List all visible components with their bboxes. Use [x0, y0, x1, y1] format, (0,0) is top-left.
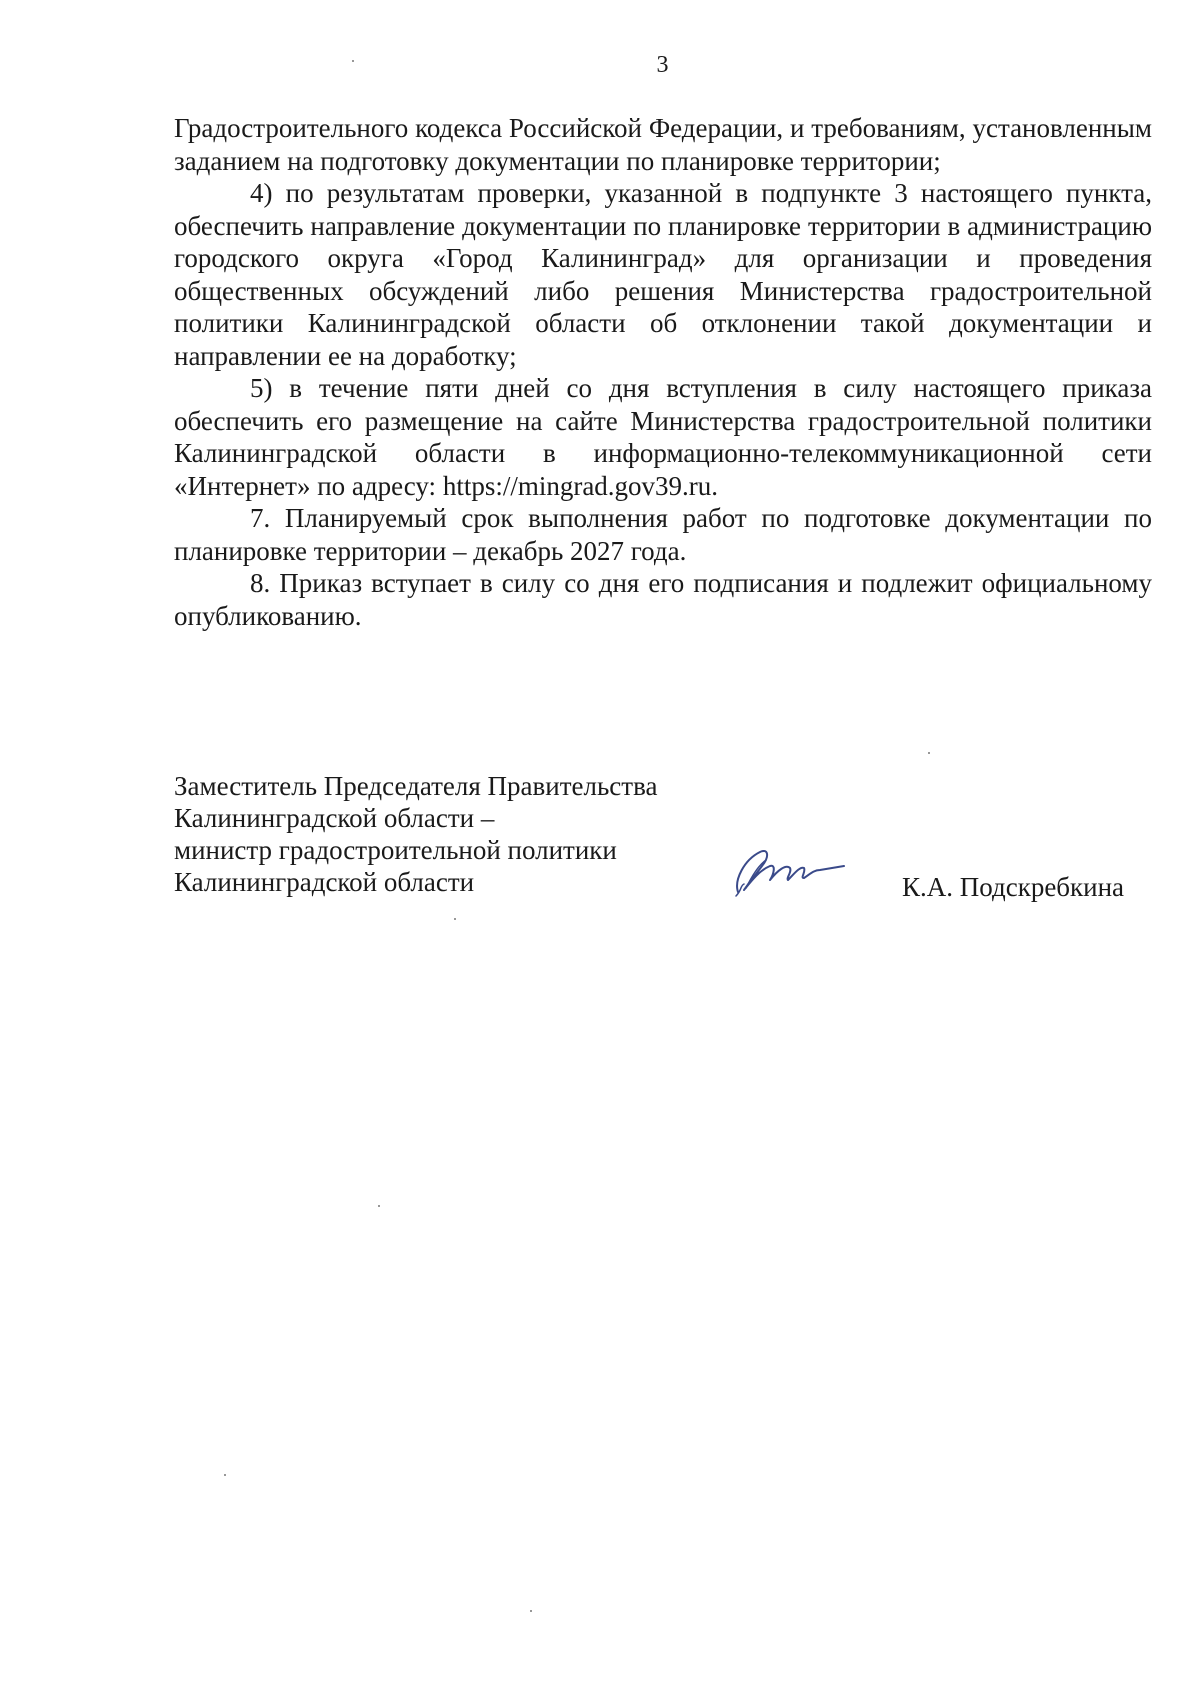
- scan-speck: [378, 1205, 380, 1207]
- paragraph-clause-7: 7. Планируемый срок выполнения работ по подготовке документации по планировке территории – декабрь 2027 года.: [174, 503, 1152, 566]
- scan-speck: [530, 1610, 532, 1612]
- paragraph-item-5: 5) в течение пяти дней со дня вступления в силу настоящего приказа обеспечить его размещение на сайте Министерства градостроительной политики Калининградской области в информационно-телекоммуникационной сети «Интернет» по адресу: https://mingrad.gov39.ru.: [174, 373, 1152, 501]
- position-line: Заместитель Председателя Правительства: [174, 771, 658, 801]
- position-line: министр градостроительной политики: [174, 835, 617, 865]
- handwritten-signature: [730, 840, 850, 900]
- document-body: [174, 112, 1152, 632]
- scan-speck: [454, 918, 456, 920]
- position-line: Калининградской области –: [174, 803, 495, 833]
- scan-speck: [224, 1474, 226, 1476]
- paragraph-clause-8: 8. Приказ вступает в силу со дня его подписания и подлежит официальному опубликованию.: [174, 568, 1152, 631]
- page-number: 3: [656, 52, 669, 78]
- scan-speck: [352, 60, 354, 62]
- signer-name: К.А. Подскребкина: [902, 872, 1125, 902]
- position-line: Калининградской области: [174, 867, 475, 897]
- paragraph-continuation: Градостроительного кодекса Российской Федерации, и требованиям, установленным заданием на подготовку документации по планировке территории;: [174, 113, 1152, 176]
- signatory-position: [174, 770, 657, 898]
- scan-speck: [928, 752, 930, 754]
- paragraph-item-4: 4) по результатам проверки, указанной в подпункте 3 настоящего пункта, обеспечить направление документации по планировке территории в администрацию городского округа «Город Калининград» для организации и проведения общественных обсуждений либо решения Министерства градостроительной политики Калининградской области об отклонении такой документации и направлении ее на доработку;: [174, 178, 1152, 371]
